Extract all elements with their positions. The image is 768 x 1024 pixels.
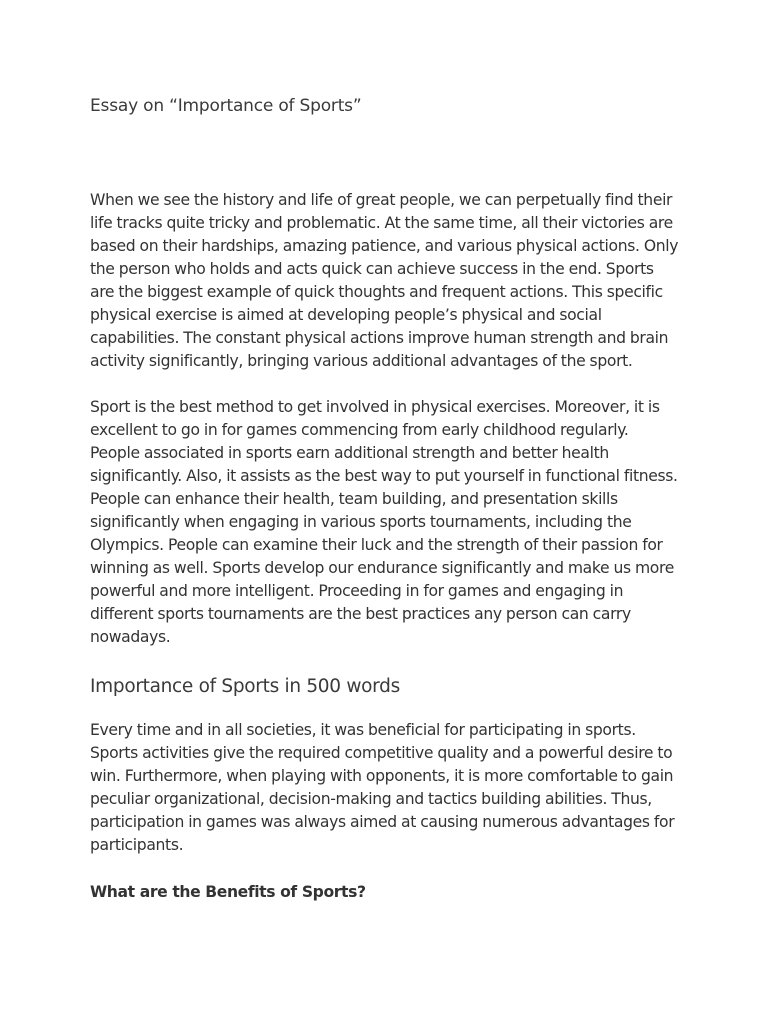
section-heading: Importance of Sports in 500 words: [90, 676, 400, 697]
document-body: [90, 93, 682, 904]
sub-heading-benefits: What are the Benefits of Sports?: [90, 883, 366, 901]
paragraph-intro: When we see the history and life of great people, we can perpetually find their life tracks quite tricky and problematic. At the same time, all their victories are based on their hardships, amazing patience, and various physical actions. Only the person who holds and acts quick can achieve success in the end. Sports are the biggest example of quick thoughts and frequent actions. This specific physical exercise is aimed at developing people’s physical and social capabilities. The constant physical actions improve human strength and brain activity significantly, bringing various additional advantages of the sport.: [90, 191, 679, 370]
paragraph-section: Every time and in all societies, it was beneficial for participating in sports. Sports activities give the required competitive quality and a powerful desire to win. Furthermore, when playing with opponents, it is more comfortable to gain peculiar organizational, decision-making and tactics building abilities. Thus, participation in games was always aimed at causing numerous advantages for participants.: [90, 721, 675, 854]
page-title: Essay on “Importance of Sports”: [90, 96, 362, 116]
paragraph-sport-method: Sport is the best method to get involved in physical exercises. Moreover, it is excellent to go in for games commencing from early childhood regularly. People associated in sports earn additional strength and better health significantly. Also, it assists as the best way to put yourself in functional fitness. People can enhance their health, team building, and presentation skills significantly when engaging in various sports tournaments, including the Olympics. People can examine their luck and the strength of their passion for winning as well. Sports develop our endurance significantly and make us more powerful and more intelligent. Proceeding in for games and engaging in different sports tournaments are the best practices any person can carry nowadays.: [90, 398, 678, 646]
